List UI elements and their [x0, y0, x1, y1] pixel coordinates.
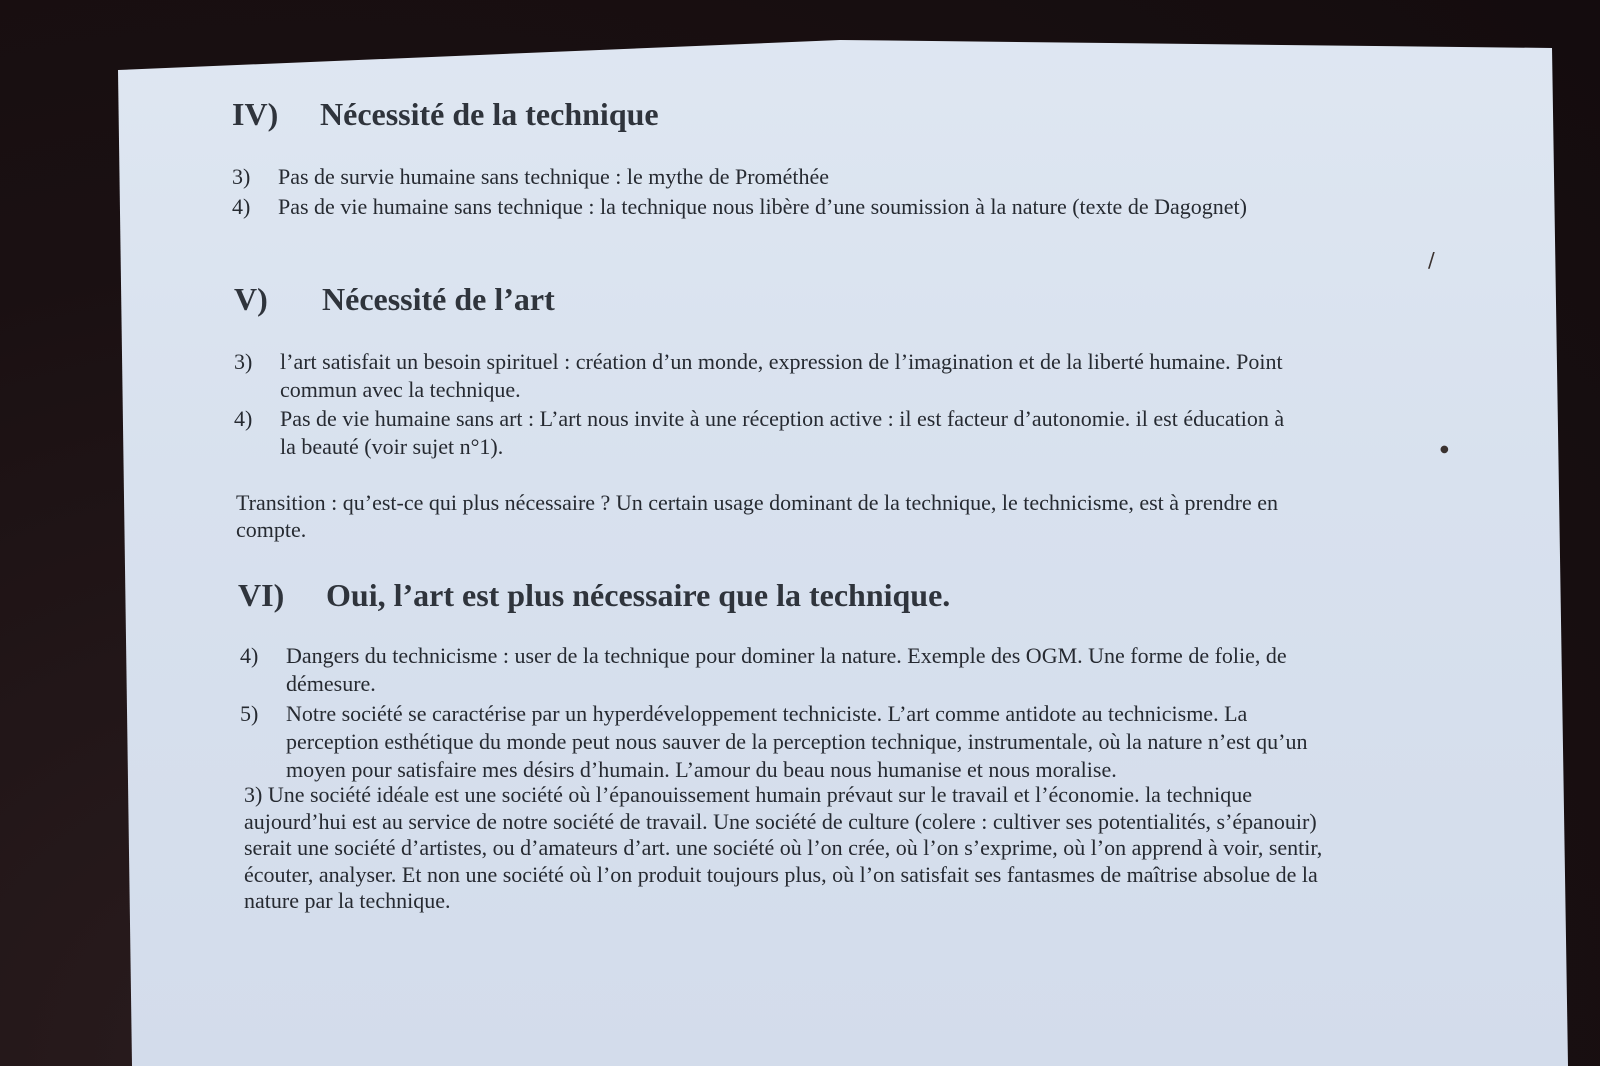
item-text: Pas de vie humaine sans technique : la technique nous libère d’une soumission à la nature (texte de Dagognet): [278, 194, 1247, 219]
section-title: Oui, l’art est plus nécessaire que la technique.: [326, 577, 951, 613]
list-item: [240, 700, 1330, 784]
item-text: Notre société se caractérise par un hyperdéveloppement techniciste. L’art comme antidote au technicisme. La perception esthétique du monde peut nous sauver de la perception technique, instrumentale, où la nature n’est qu’un moyen pour satisfaire mes désirs d’humain. L’amour du beau nous humanise et nous moralise.: [286, 701, 1308, 782]
list-item: [232, 193, 1272, 221]
item-number: 4): [234, 406, 253, 431]
item-number: 3): [232, 164, 251, 189]
section-heading: [238, 577, 950, 614]
ink-speck: ●: [1440, 444, 1449, 455]
section-title: Nécessité de la technique: [320, 96, 659, 132]
item-text: l’art satisfait un besoin spirituel : création d’un monde, expression de l’imagination et de la liberté humaine. Point commun avec la technique.: [280, 349, 1283, 402]
section-number: VI): [238, 577, 285, 613]
item-number: 3): [234, 349, 253, 374]
section-number: V): [234, 281, 268, 317]
item-text: Pas de vie humaine sans art : L’art nous invite à une réception active : il est facteur d’autonomie. il est éducation à la beauté (voir sujet n°1).: [280, 406, 1285, 459]
item-text: Pas de survie humaine sans technique : le mythe de Prométhée: [278, 164, 830, 189]
item-text: Dangers du technicisme : user de la technique pour dominer la nature. Exemple des OGM. Une forme de folie, de démesure.: [286, 643, 1287, 696]
item-number: 4): [232, 194, 251, 219]
ink-speck: /: [1428, 248, 1435, 272]
list-item: [232, 163, 1272, 191]
list-item: [234, 405, 1304, 461]
item-number: 4): [240, 643, 259, 668]
final-paragraph: 3) Une société idéale est une société où l’épanouissement humain prévaut sur le travail et l’économie. la technique aujourd’hui est au service de notre société de travail. Une société de culture (colere : cultiver ses potentialités, s’épanouir) serait une société d’artistes, ou d’amateurs d’art. une société où l’on crée, où l’on s’exprime, où l’on apprend à voir, sentir, écouter, analyser. Et non une société où l’on produit toujours plus, où l’on satisfait ses fantasmes de maîtrise absolue de la nature par la technique.: [244, 782, 1323, 913]
section-number: IV): [232, 96, 279, 132]
item-number: 5): [240, 701, 259, 726]
list-item: [240, 642, 1320, 698]
section-heading: [234, 281, 555, 318]
list-item: [234, 348, 1344, 404]
transition-paragraph: Transition : qu’est-ce qui plus nécessaire ? Un certain usage dominant de la technique, le technicisme, est à prendre en compte.: [236, 490, 1279, 542]
section-heading: [232, 96, 659, 133]
section-title: Nécessité de l’art: [322, 281, 555, 317]
